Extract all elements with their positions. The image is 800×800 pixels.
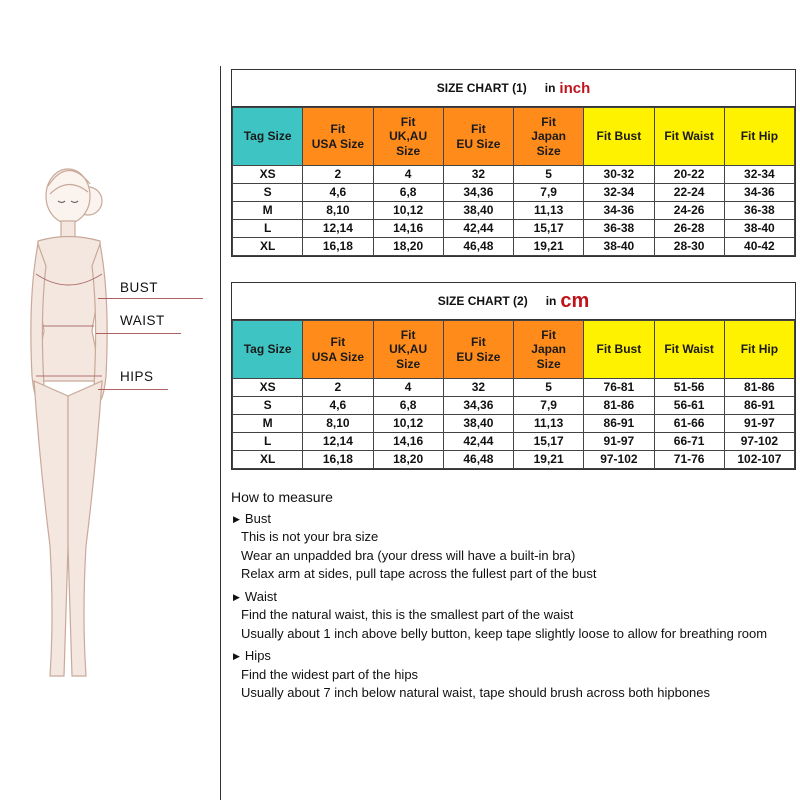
header-line: Size (396, 356, 421, 371)
table-cell: 34-36 (724, 184, 794, 202)
instruction-line: Relax arm at sides, pull tape across the fullest part of the bust (241, 566, 597, 581)
unit-prefix: in (544, 81, 556, 95)
section-name: Bust (244, 510, 271, 526)
table-cell: 86-91 (724, 397, 794, 415)
tag-size-cell: XL (233, 238, 303, 256)
table-cell: 4 (373, 166, 443, 184)
table-row (233, 220, 795, 238)
header-line: Tag Size (243, 129, 292, 144)
table-cell: 8,10 (303, 415, 373, 433)
unit-prefix: in (545, 294, 557, 308)
triangle-bullet-icon: ▶ (233, 513, 240, 524)
hips-pointer-line (98, 389, 168, 390)
table-cell: 18,20 (373, 451, 443, 469)
table-cell: 5 (514, 166, 584, 184)
table-cell: 32-34 (724, 166, 794, 184)
column-header (443, 108, 513, 166)
header-line: UK,AU (389, 129, 428, 144)
column-header (514, 321, 584, 379)
table-row (233, 184, 795, 202)
header-line: Fit (541, 114, 556, 129)
table-row (233, 451, 795, 469)
table-cell: 32 (443, 166, 513, 184)
instruction-line: Find the natural waist, this is the smallest part of the waist (241, 607, 574, 622)
table-cell: 81-86 (724, 379, 794, 397)
table-row (233, 433, 795, 451)
table-cell: 51-56 (654, 379, 724, 397)
table-cell: 15,17 (514, 220, 584, 238)
header-line: Tag Size (243, 342, 292, 357)
chart-title: SIZE CHART (1) (436, 81, 527, 95)
table-cell: 97-102 (724, 433, 794, 451)
table-cell: 38,40 (443, 202, 513, 220)
table-cell: 46,48 (443, 238, 513, 256)
table-cell: 7,9 (514, 184, 584, 202)
table-cell: 91-97 (584, 433, 654, 451)
table-cell: 6,8 (373, 397, 443, 415)
header-line: Japan (531, 342, 566, 357)
header-line: Fit (400, 327, 416, 342)
column-header (654, 108, 724, 166)
column-header (584, 108, 654, 166)
table-cell: 18,20 (373, 238, 443, 256)
table-cell: 10,12 (373, 415, 443, 433)
column-header (303, 321, 373, 379)
table-cell: 36-38 (724, 202, 794, 220)
table-cell: 32 (443, 379, 513, 397)
table-cell: 11,13 (514, 415, 584, 433)
header-line: USA Size (311, 136, 364, 151)
table-cell: 76-81 (584, 379, 654, 397)
table-cell: 4,6 (303, 397, 373, 415)
header-line: Fit Hip (740, 129, 779, 144)
table-row (233, 202, 795, 220)
table-cell: 20-22 (654, 166, 724, 184)
header-line: EU Size (456, 136, 501, 151)
header-line: EU Size (456, 349, 501, 364)
table-row (233, 238, 795, 256)
column-header (724, 108, 794, 166)
table-cell: 12,14 (303, 433, 373, 451)
column-header (233, 108, 303, 166)
waist-pointer-line (96, 333, 181, 334)
table-cell: 6,8 (373, 184, 443, 202)
tag-size-cell: S (233, 397, 303, 415)
header-line: Japan (531, 129, 566, 144)
table-cell: 2 (303, 379, 373, 397)
table-cell: 102-107 (724, 451, 794, 469)
tag-size-cell: XS (233, 166, 303, 184)
table-body (233, 379, 795, 469)
unit-label: cm (560, 289, 590, 312)
table-header-row (233, 108, 795, 166)
triangle-bullet-icon: ▶ (233, 591, 240, 602)
column-header (303, 108, 373, 166)
unit-label: inch (559, 79, 591, 97)
header-line: Fit (541, 327, 556, 342)
column-header (514, 108, 584, 166)
tag-size-cell: S (233, 184, 303, 202)
table-cell: 26-28 (654, 220, 724, 238)
header-line: Fit (330, 335, 346, 350)
tag-size-cell: M (233, 415, 303, 433)
table-cell: 34,36 (443, 184, 513, 202)
header-line: Fit Waist (664, 342, 714, 357)
howto-title: How to measure (231, 489, 333, 505)
table-cell: 22-24 (654, 184, 724, 202)
column-header (584, 321, 654, 379)
table-body (233, 166, 795, 256)
table-header-row (233, 321, 795, 379)
tag-size-cell: L (233, 220, 303, 238)
chart-title: SIZE CHART (2) (437, 294, 528, 308)
section-bust (233, 510, 800, 529)
tag-size-cell: M (233, 202, 303, 220)
table-cell: 2 (303, 166, 373, 184)
table-cell: 86-91 (584, 415, 654, 433)
tag-size-cell: L (233, 433, 303, 451)
instruction-line: This is not your bra size (241, 529, 379, 544)
table-cell: 28-30 (654, 238, 724, 256)
header-line: Fit (330, 122, 346, 137)
header-line: Fit Bust (596, 129, 642, 144)
section-hips (233, 647, 800, 666)
table-cell: 8,10 (303, 202, 373, 220)
table-cell: 15,17 (514, 433, 584, 451)
header-line: Size (536, 356, 561, 371)
body-figure-illustration (10, 146, 120, 706)
header-line: Fit Waist (664, 129, 714, 144)
table-cell: 4 (373, 379, 443, 397)
table-cell: 91-97 (724, 415, 794, 433)
size-table (232, 107, 795, 256)
table-cell: 71-76 (654, 451, 724, 469)
table-cell: 36-38 (584, 220, 654, 238)
table-cell: 5 (514, 379, 584, 397)
table-cell: 19,21 (514, 451, 584, 469)
header-line: Fit (400, 114, 416, 129)
size-chart-cm (231, 282, 796, 470)
table-cell: 38-40 (724, 220, 794, 238)
table-cell: 10,12 (373, 202, 443, 220)
chart-title-bar (232, 70, 795, 107)
table-row (233, 415, 795, 433)
table-cell: 7,9 (514, 397, 584, 415)
table-cell: 97-102 (584, 451, 654, 469)
table-cell: 24-26 (654, 202, 724, 220)
table-cell: 46,48 (443, 451, 513, 469)
table-row (233, 166, 795, 184)
table-cell: 81-86 (584, 397, 654, 415)
instruction-line: Usually about 1 inch above belly button, keep tape slightly loose to allow for breathing room (241, 625, 768, 641)
table-cell: 32-34 (584, 184, 654, 202)
header-line: Fit Hip (740, 342, 779, 357)
table-cell: 42,44 (443, 220, 513, 238)
instruction-line: Wear an unpadded bra (your dress will have a built-in bra) (241, 547, 576, 563)
table-cell: 56-61 (654, 397, 724, 415)
column-header (233, 321, 303, 379)
table-cell: 19,21 (514, 238, 584, 256)
column-header (373, 108, 443, 166)
table-cell: 14,16 (373, 220, 443, 238)
table-cell: 11,13 (514, 202, 584, 220)
table-cell: 14,16 (373, 433, 443, 451)
hips-label: HIPS (120, 369, 154, 384)
header-line: Size (396, 143, 421, 158)
size-table (232, 320, 795, 469)
waist-label: WAIST (120, 313, 165, 328)
bust-pointer-line (98, 298, 203, 299)
table-cell: 38-40 (584, 238, 654, 256)
table-cell: 66-71 (654, 433, 724, 451)
header-line: UK,AU (389, 342, 428, 357)
section-name: Hips (244, 648, 271, 663)
column-header (724, 321, 794, 379)
header-line: Fit Bust (596, 342, 642, 357)
tag-size-cell: XL (233, 451, 303, 469)
table-cell: 16,18 (303, 451, 373, 469)
size-chart-inch (231, 69, 796, 257)
figure-panel (0, 66, 221, 800)
table-cell: 42,44 (443, 433, 513, 451)
column-header (654, 321, 724, 379)
section-name: Waist (244, 588, 277, 604)
table-cell: 38,40 (443, 415, 513, 433)
triangle-bullet-icon: ▶ (233, 651, 240, 661)
header-line: Size (536, 143, 561, 158)
table-cell: 34,36 (443, 397, 513, 415)
instruction-line: Find the widest part of the hips (241, 666, 419, 682)
table-cell: 30-32 (584, 166, 654, 184)
how-to-measure (231, 488, 800, 703)
table-cell: 40-42 (724, 238, 794, 256)
table-cell: 34-36 (584, 202, 654, 220)
table-cell: 4,6 (303, 184, 373, 202)
section-waist (233, 588, 800, 607)
column-header (373, 321, 443, 379)
bust-label: BUST (120, 280, 159, 295)
table-cell: 61-66 (654, 415, 724, 433)
table-cell: 12,14 (303, 220, 373, 238)
instruction-line: Usually about 7 inch below natural waist, tape should brush across both hipbones (241, 685, 711, 700)
header-line: Fit (471, 122, 486, 137)
header-line: USA Size (311, 349, 364, 364)
table-row (233, 379, 795, 397)
table-cell: 16,18 (303, 238, 373, 256)
chart-title-bar (232, 283, 795, 320)
tag-size-cell: XS (233, 379, 303, 397)
header-line: Fit (471, 335, 486, 350)
column-header (443, 321, 513, 379)
table-row (233, 397, 795, 415)
